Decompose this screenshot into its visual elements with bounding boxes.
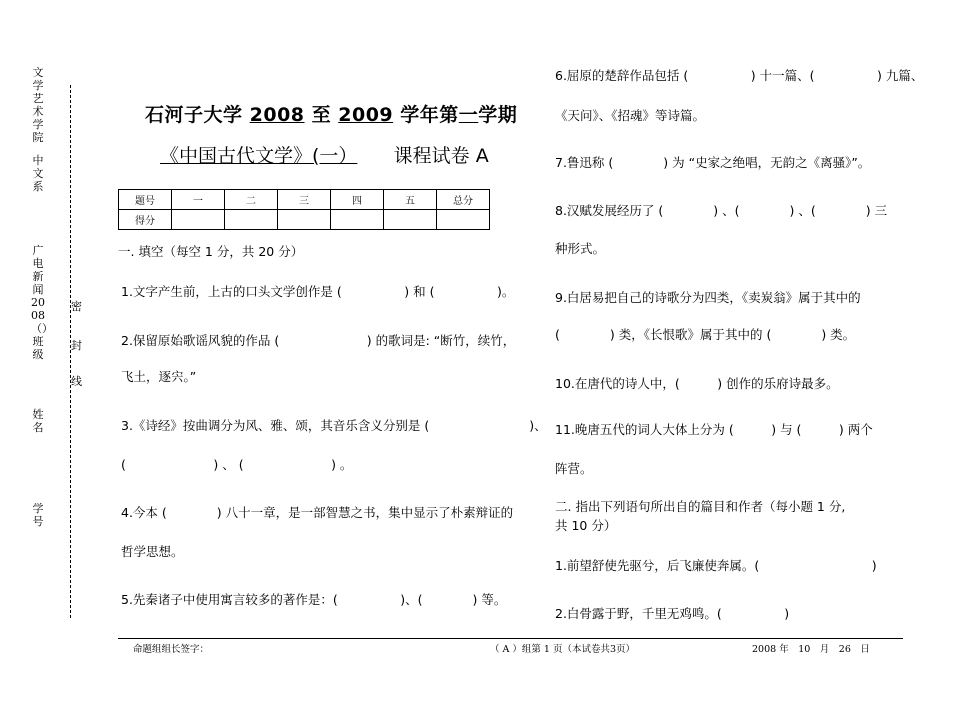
binding-student-id: 学号 (32, 502, 44, 528)
section-2-heading-line2: 共 10 分） (555, 518, 617, 533)
question-4-line1: 4.今本 ( ) 八十一章，是一部智慧之书，集中显示了朴素辩证的 (121, 505, 514, 520)
section-2-heading-line1: 二. 指出下列语句所出自的篇目和作者（每小题 1 分, (555, 499, 846, 514)
exam-version: 课程试卷 A (393, 145, 489, 167)
question-6-line1: 6.屈原的楚辞作品包括 ( ) 十一篇、( ) 九篇、 (555, 68, 924, 83)
table-row: 题号 一 二 三 四 五 总分 (119, 190, 490, 210)
question-9-line2: ( ) 类，《长恨歌》属于其中的 ( ) 类。 (555, 327, 856, 342)
question-4-line2: 哲学思想。 (121, 544, 184, 559)
question-7: 7.鲁迅称 ( ) 为 “史家之绝唱，无韵之《离骚》”。 (555, 155, 871, 170)
exam-title: 石河子大学 2008 至 2009 学年第一学期 (145, 104, 518, 126)
question-9-line1: 9.白居易把自己的诗歌分为四类，《卖炭翁》属于其中的 (555, 290, 861, 305)
footer-page-info: （ A ）组第 1 页（本试卷共3页） (490, 644, 636, 655)
course-name: 《中国古代文学》(一） (160, 145, 358, 167)
section-1-heading: 一. 填空（每空 1 分，共 20 分） (118, 244, 304, 259)
question-5: 5.先秦诸子中使用寓言较多的著作是：( )、( ) 等。 (121, 592, 507, 607)
binding-class: 广电新闻2008（）班级 (31, 244, 53, 361)
seal-char-xian: 线 (71, 375, 82, 388)
question-8-line2: 种形式。 (555, 241, 606, 256)
footer-rule (118, 638, 903, 639)
question-11-line2: 阵营。 (555, 461, 593, 476)
question-8-line1: 8.汉赋发展经历了 ( ) 、( ) 、( ) 三 (555, 203, 888, 218)
binding-major: 中文系 (32, 154, 44, 193)
seal-char-feng: 封 (71, 339, 82, 352)
section-2-question-1: 1.前望舒使先驱兮，后飞廉使奔属。( ) (555, 558, 877, 573)
question-1: 1.文字产生前，上古的口头文学创作是 ( ) 和 ( )。 (121, 284, 515, 299)
course-title (160, 141, 489, 168)
question-10: 10.在唐代的诗人中，( ) 创作的乐府诗最多。 (555, 376, 839, 391)
binding-name: 姓名 (32, 408, 44, 434)
footer-date: 2008 年 10 月 26 日 (752, 644, 870, 655)
footer-signer: 命题组组长签字： (133, 644, 210, 655)
question-2-line2: 飞土，逐宍。” (121, 369, 197, 384)
score-table (118, 189, 490, 230)
question-11-line1: 11.晚唐五代的词人大体上分为 ( ) 与 ( ) 两个 (555, 422, 873, 437)
question-3-line2: ( ) 、 ( ) 。 (121, 457, 353, 472)
seal-char-mi: 密 (71, 300, 82, 313)
question-2-line1: 2.保留原始歌谣风貌的作品 ( ) 的歌词是: “断竹，续竹， (121, 333, 516, 348)
question-6-line2: 《天问》、《招魂》等诗篇。 (555, 108, 706, 123)
question-3-line1: 3.《诗经》按曲调分为风、雅、颂，其音乐含义分别是 ( )、 (121, 418, 547, 433)
binding-dept: 文学艺术学院 (32, 66, 44, 144)
table-row: 得分 (119, 210, 490, 230)
section-2-question-2: 2.白骨露于野，千里无鸡鸣。( ) (555, 606, 790, 621)
